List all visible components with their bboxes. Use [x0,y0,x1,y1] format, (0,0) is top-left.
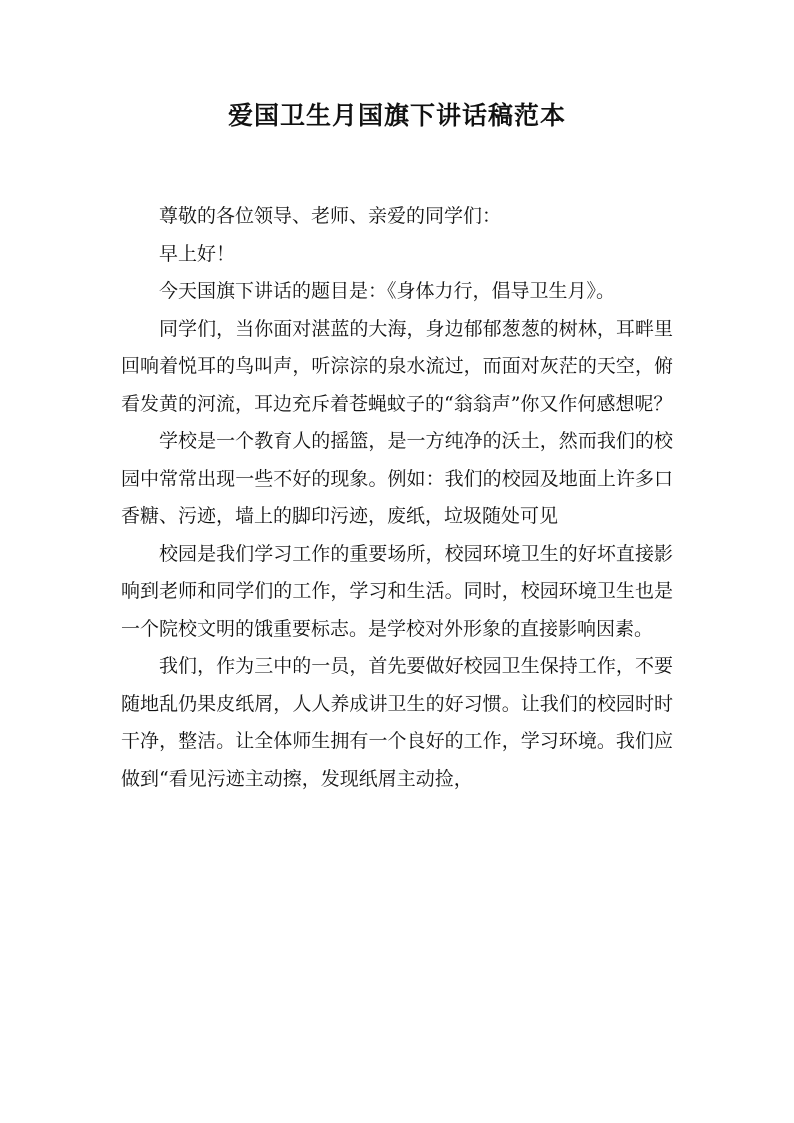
document-body [121,198,673,798]
document-title: 爱国卫生月国旗下讲话稿范本 [227,101,566,130]
paragraph-scenery: 同学们，当你面对湛蓝的大海，身边郁郁葱葱的树林，耳畔里回响着悦耳的鸟叫声，听淙淙的泉水流过，而面对灰茫的天空，俯看发黄的河流，耳边充斥着苍蝇蚊子的“翁翁声”你又作何感想呢？ [121,317,673,415]
paragraph-campus-importance: 校园是我们学习工作的重要场所，校园环境卫生的好坏直接影响到老师和同学们的工作，学习和生活。同时，校园环境卫生也是一个院校文明的饿重要标志。是学校对外形象的直接影响因素。 [121,542,673,640]
paragraph-call-to-action: 我们，作为三中的一员，首先要做好校园卫生保持工作，不要随地乱仍果皮纸屑，人人养成讲卫生的好习惯。让我们的校园时时干净，整洁。让全体师生拥有一个良好的工作，学习环境。我们应做到“看见污迹主动擦，发现纸屑主动捡， [121,655,673,790]
paragraph-greeting: 早上好！ [159,242,236,265]
paragraph-salutation: 尊敬的各位领导、老师、亲爱的同学们： [159,205,502,227]
paragraph-school-problems: 学校是一个教育人的摇篮，是一方纯净的沃土，然而我们的校园中常常出现一些不好的现象。例如：我们的校园及地面上许多口香糖、污迹，墙上的脚印污迹，废纸，垃圾随处可见 [121,430,673,527]
paragraph-topic: 今天国旗下讲话的题目是：《身体力行，倡导卫生月》。 [159,280,616,302]
